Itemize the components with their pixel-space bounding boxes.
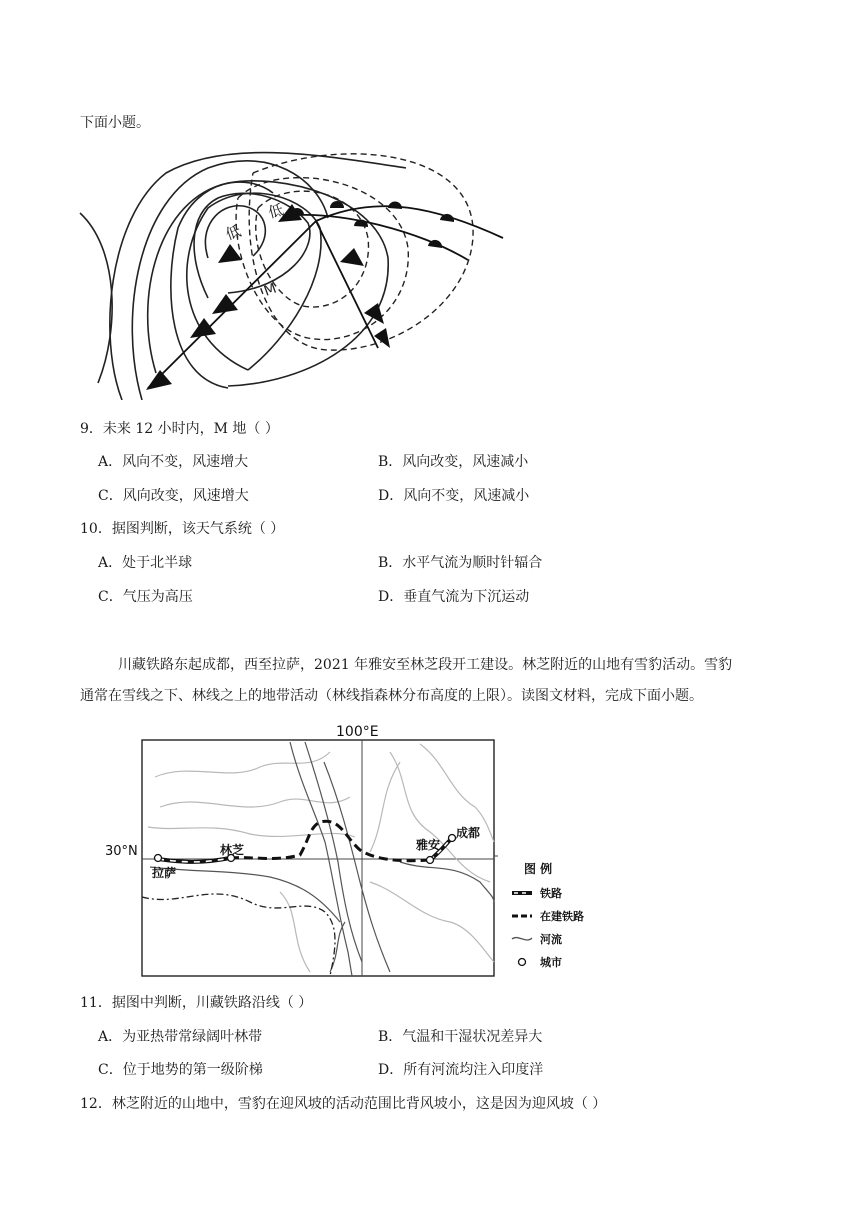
map-legend: [512, 861, 584, 969]
question-11: [80, 992, 312, 1012]
option-d: D．所有河流均注入印度洋: [378, 1062, 544, 1078]
passage-line-2: 通常在雪线之下、林线之上的地带活动（林线指森林分布高度的上限）。读图文材料，完成下面小题。: [80, 688, 703, 704]
city-marker-lasa: [155, 855, 162, 862]
option-c: C．气压为高压: [98, 589, 193, 605]
question-number: 12．: [80, 1096, 112, 1112]
question-10: [80, 518, 284, 538]
question-9: [80, 418, 279, 438]
question-number: 10．: [80, 521, 112, 537]
legend-river: 河流: [540, 933, 562, 946]
question-number: 11．: [80, 995, 112, 1011]
legend-city: 城市: [540, 956, 562, 969]
option-c: C．位于地势的第一级阶梯: [98, 1062, 263, 1078]
longitude-label: 100°E: [336, 724, 379, 740]
railway-map: [100, 722, 600, 978]
question-stem: 据图中判断，川藏铁路沿线（ ）: [111, 995, 313, 1011]
point-m-label: M: [261, 280, 279, 300]
option-d: D．风向不变，风速减小: [378, 488, 530, 504]
city-label-yaan: 雅安: [416, 838, 441, 852]
city-label-linzhi: 林芝: [220, 843, 245, 857]
city-label-lasa: 拉萨: [152, 866, 177, 880]
legend-under-construction: 在建铁路: [540, 910, 584, 923]
city-marker-chengdu: [449, 835, 456, 842]
option-b: B．水平气流为顺时针辐合: [378, 555, 543, 571]
intro-tail-text: 下面小题。: [80, 115, 150, 131]
legend-title: 图 例: [524, 862, 553, 876]
low-pressure-label-1: 低: [223, 221, 244, 244]
city-marker-yaan: [427, 857, 434, 864]
passage-line-1: 川藏铁路东起成都，西至拉萨，2021 年雅安至林芝段开工建设。林芝附近的山地有雪豹活动。雪豹: [118, 657, 733, 673]
question-stem: 林芝附近的山地中，雪豹在迎风坡的活动范围比背风坡小，这是因为迎风坡（ ）: [111, 1096, 607, 1112]
option-a: A．处于北半球: [98, 555, 193, 571]
low-pressure-label-2: 低: [266, 200, 286, 222]
option-b: B．气温和干湿状况差异大: [378, 1029, 543, 1045]
passage: [80, 650, 780, 712]
question-stem: 未来 12 小时内，M 地（ ）: [102, 421, 279, 437]
option-d: D．垂直气流为下沉运动: [378, 589, 530, 605]
option-c: C．风向改变，风速增大: [98, 488, 249, 504]
latitude-label: 30°N: [105, 844, 138, 859]
option-a: A．风向不变，风速增大: [98, 454, 249, 470]
legend-railway: 铁路: [540, 887, 562, 900]
option-a: A．为亚热带常绿阔叶林带: [98, 1029, 263, 1045]
question-12: [80, 1093, 606, 1113]
option-b: B．风向改变，风速减小: [378, 454, 529, 470]
weather-system-diagram: [78, 138, 508, 400]
city-label-chengdu: 成都: [456, 826, 481, 840]
question-number: 9．: [80, 421, 103, 437]
question-stem: 据图判断，该天气系统（ ）: [111, 521, 285, 537]
